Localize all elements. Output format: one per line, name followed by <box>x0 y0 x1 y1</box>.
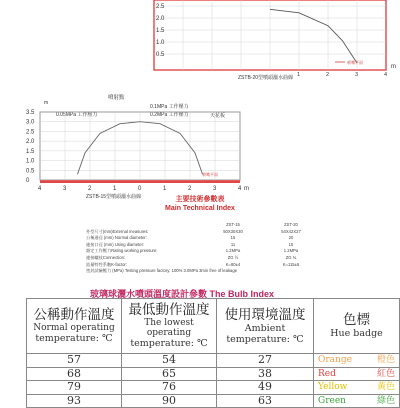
y-tick-label: 2.0 <box>26 139 35 146</box>
bulb-cell-lowest: 65 <box>122 367 217 381</box>
x-tick-label: 4 <box>238 186 242 192</box>
y-tick-label: 2.5 <box>156 4 165 10</box>
spray-curve-left <box>78 122 141 175</box>
tech-subtitle: Main Technical Index <box>165 205 235 212</box>
bulb-cell-ambient: 63 <box>217 394 314 408</box>
bulb-row <box>27 354 400 368</box>
y-tick-label: 0.5 <box>26 168 35 175</box>
tech-row-zst20: ZG ¾ <box>285 254 297 260</box>
x-tick-label: 2 <box>88 186 92 192</box>
x-tick-label: 3 <box>355 72 359 78</box>
hue-zh: 橙色 <box>376 355 395 366</box>
bulb-cell-hue <box>314 381 400 395</box>
tech-row-label: 額定工作壓力Rating working pressure: <box>86 248 158 254</box>
header-lowest-en1: The lowest <box>144 318 194 328</box>
bulb-cell-nominal: 68 <box>27 367 122 381</box>
hue-zh: 紅色 <box>376 368 395 379</box>
tech-table <box>86 222 346 275</box>
header-lowest-zh: 最低動作溫度 <box>128 302 210 318</box>
header-lowest-en2: operating <box>146 328 192 338</box>
header-hue-en: Hue badge <box>330 328 383 339</box>
tech-row <box>86 229 346 236</box>
tech-title: 主要技術參數表 <box>175 196 225 203</box>
tech-row-zst15: ZG ½ <box>227 254 239 260</box>
tech-row-label: 密封試驗壓力 (MPa) Testing pressure factory: 100% 3.0MPa 3min free of leakage <box>86 268 238 274</box>
hue-zh: 綠色 <box>376 396 395 407</box>
label-ceiling: 天花板 <box>210 113 226 119</box>
bulb-cell-ambient: 49 <box>217 381 314 395</box>
header-nominal-zh: 公稱動作溫度 <box>33 307 115 323</box>
bulb-cell-ambient: 38 <box>217 367 314 381</box>
x-tick-label: 3 <box>213 186 217 192</box>
y-tick-label: 1.0 <box>26 158 35 165</box>
bulb-cell-lowest: 90 <box>122 394 217 408</box>
chart-title: ZSTB-20型噴頭灑水曲線 <box>238 75 294 81</box>
bulb-row <box>27 381 400 395</box>
label-0-05mpa: 0.05MPa 工作壓力 <box>56 112 98 118</box>
x-tick-label: 4 <box>384 72 388 78</box>
tech-row <box>86 255 346 262</box>
chart-title: ZSTB-15型噴頭灑水曲線 <box>86 194 142 200</box>
y-tick-label: 1.0 <box>156 40 165 46</box>
x-tick-label: 4 <box>38 186 42 192</box>
label-spray-point: 噴射點 <box>108 95 125 101</box>
header-lowest-en3: temperature: ℃ <box>130 338 208 349</box>
header-hue <box>314 299 400 354</box>
chart-floor <box>40 180 240 183</box>
bulb-cell-nominal: 57 <box>27 354 122 368</box>
bulb-row <box>27 394 400 408</box>
header-nominal-en1: Normal operating <box>33 323 115 333</box>
tech-header-row <box>86 222 346 229</box>
tech-row <box>86 235 346 242</box>
tech-row-zst20: 15 <box>288 241 294 247</box>
y-tick-label: 0.5 <box>156 52 165 58</box>
header-lowest <box>122 299 217 354</box>
x-tick-label: 3 <box>63 186 67 192</box>
chart-legend: 噴嘴平面 <box>347 60 363 65</box>
y-tick-label: 2.5 <box>26 129 35 136</box>
y-tick-label: 0 <box>26 178 30 184</box>
tech-row-zst15: K=80±4 <box>225 261 241 267</box>
x-tick-label: 2 <box>188 186 192 192</box>
label-0-2mpa: 0.2MPa 工作壓力 <box>150 112 189 118</box>
header-hue-zh: 色標 <box>343 312 370 328</box>
hue-zh: 黃色 <box>376 382 395 393</box>
y-tick-label: 2.0 <box>156 16 165 22</box>
bulb-cell-hue <box>314 354 400 368</box>
bulb-cell-nominal: 79 <box>27 381 122 395</box>
x-tick-label: 0 <box>138 186 142 192</box>
tech-row-label: 連接口徑 (mm) Using diameter: <box>86 241 145 247</box>
bulb-cell-ambient: 27 <box>217 354 314 368</box>
hue-en: Yellow <box>318 382 348 393</box>
bulb-cell-lowest: 54 <box>122 354 217 368</box>
chart-legend: 噴嘴平面 <box>202 172 218 177</box>
spray-curve-right <box>140 122 203 175</box>
header-nominal <box>27 299 122 354</box>
hue-en: Red <box>318 368 336 379</box>
col-zst-15: ZST-15 <box>226 222 240 227</box>
header-nominal-en2: temperature: ℃ <box>35 333 113 344</box>
col-zst-20: ZST-20 <box>284 222 298 227</box>
bulb-table <box>26 298 400 408</box>
bulb-cell-nominal: 93 <box>27 394 122 408</box>
spray-curve <box>270 9 357 63</box>
header-ambient-zh: 使用環境溫度 <box>224 306 306 323</box>
bulb-row <box>27 367 400 381</box>
tech-row-label: 外型尺寸(mm)External measures: <box>86 228 149 234</box>
tech-row <box>86 248 346 255</box>
tech-row-zst15: 15 <box>230 235 236 241</box>
x-tick-label: 2 <box>326 72 330 78</box>
x-label-top: m <box>44 100 49 106</box>
bulb-cell-hue <box>314 367 400 381</box>
label-0-1mpa: 0.1MPa 工作壓力 <box>150 104 189 110</box>
tech-row-zst15: 50X30X30 <box>223 228 243 234</box>
y-tick-label: 3.0 <box>26 119 35 126</box>
tech-row-label: 公稱通徑 (mm) Normal diameter: <box>86 235 147 241</box>
chart-zstb-15 <box>0 90 260 200</box>
x-tick-label: 1 <box>163 186 167 192</box>
header-ambient <box>217 299 314 354</box>
tech-row-zst20: 20 <box>288 235 294 241</box>
x-unit: m <box>244 186 249 192</box>
hue-en: Green <box>318 396 346 407</box>
bulb-title: 玻璃球灑水噴頭溫度設計參數 The Bulb Index <box>90 289 275 299</box>
tech-row-zst20: K=115±5 <box>282 261 300 267</box>
tech-row <box>86 268 346 275</box>
bulb-header-row <box>27 299 400 354</box>
y-tick-label: 1.5 <box>26 148 35 155</box>
bulb-cell-lowest: 76 <box>122 381 217 395</box>
header-ambient-en2: temperature: ℃ <box>226 333 304 345</box>
chart-zstb-20 <box>140 0 400 90</box>
bulb-cell-hue <box>314 394 400 408</box>
tech-row-zst20: 54X42X27 <box>281 228 301 234</box>
x-unit: m <box>391 64 396 70</box>
x-tick-label: 1 <box>297 72 301 78</box>
tech-row-label: 流量特性系數K-factor: <box>86 261 127 267</box>
tech-row-zst15: 1.2MPa <box>225 248 241 254</box>
hue-en: Orange <box>318 355 352 366</box>
tech-row-zst20: 1.2MPa <box>283 248 299 254</box>
y-tick-label: 1.5 <box>156 28 165 34</box>
x-tick-label: 1 <box>113 186 117 192</box>
tech-row-zst15: 11 <box>230 241 236 247</box>
tech-row-label: 連接螺紋Connection: <box>86 254 126 260</box>
tech-row <box>86 242 346 249</box>
y-tick-label: 3.5 <box>26 110 35 116</box>
header-ambient-en1: Ambient <box>244 322 286 334</box>
